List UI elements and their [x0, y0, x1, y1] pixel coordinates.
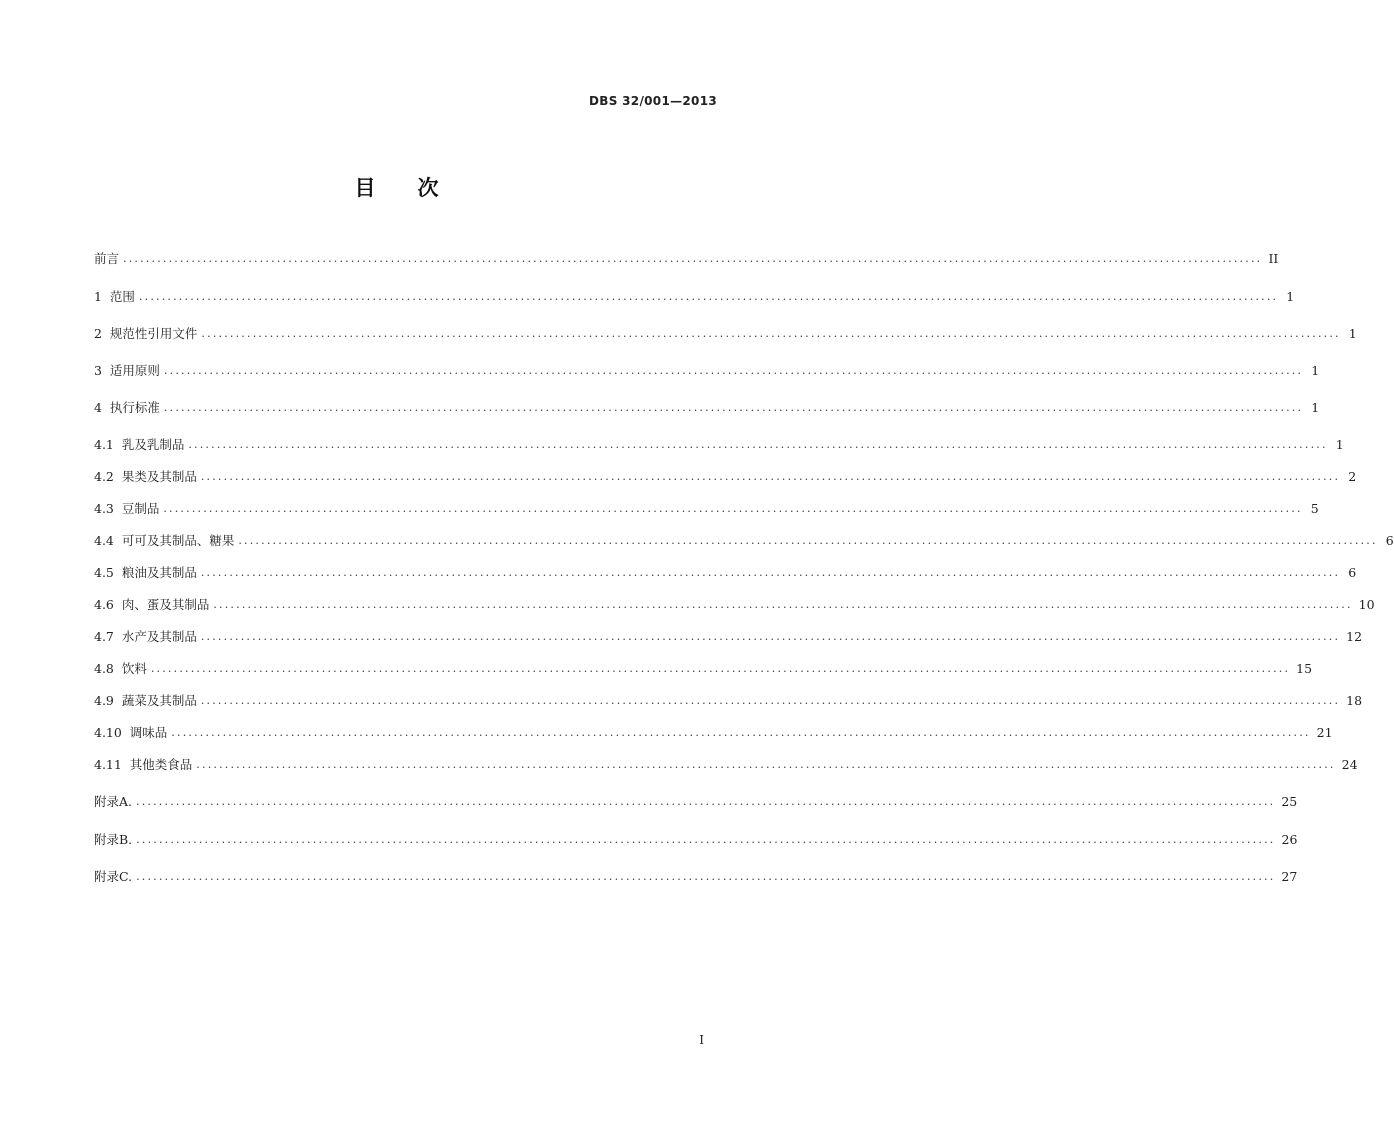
toc-entry-number: 4.7: [94, 629, 122, 644]
toc-entry-page: 21: [1316, 725, 1333, 740]
toc-entry-title: 附录C.: [94, 869, 133, 884]
toc-entry[interactable]: [94, 361, 1320, 381]
toc-entry-title: 乳及乳制品: [121, 437, 185, 452]
toc-entry-title: 水产及其制品: [121, 629, 197, 644]
toc-dot-leader: ........................................................................................................................................................................................................: [213, 598, 1353, 611]
toc-dot-leader: ........................................................................................................................................................................................................: [171, 726, 1311, 739]
toc-dot-leader: ........................................................................................................................................................................................................: [136, 833, 1276, 846]
toc-entry-page: 1: [1286, 289, 1295, 304]
toc-dot-leader: ........................................................................................................................................................................................................: [150, 662, 1291, 675]
toc-entry-title: 附录A.: [94, 794, 133, 809]
toc-entry-page: 12: [1346, 629, 1363, 644]
toc-entry-title: 其他类食品: [129, 757, 193, 772]
toc-entry-page: 15: [1296, 661, 1313, 676]
toc-entry[interactable]: [94, 324, 1357, 344]
toc-entry-page: 1: [1311, 400, 1320, 415]
toc-entry-page: 27: [1281, 869, 1298, 884]
toc-entry-number: 4.4: [94, 533, 122, 548]
toc-entry-number: 1: [94, 289, 110, 304]
toc-entry-page: 5: [1310, 501, 1319, 516]
toc-entry-page: 6: [1385, 533, 1394, 548]
toc-title: [0, 172, 793, 202]
toc-entry[interactable]: [94, 691, 1363, 711]
toc-entry[interactable]: [94, 755, 1358, 775]
toc-dot-leader: ........................................................................................................................................................................................................: [163, 364, 1304, 377]
toc-entry[interactable]: [94, 830, 1298, 850]
toc-entry-number: 3: [94, 363, 110, 378]
toc-entry-page: 18: [1346, 693, 1363, 708]
toc-entry[interactable]: [94, 531, 1394, 551]
toc-entry[interactable]: [94, 398, 1320, 418]
toc-entry-title: 果类及其制品: [121, 469, 197, 484]
toc-dot-leader: ........................................................................................................................................................................................................: [136, 795, 1276, 808]
toc-entry[interactable]: [94, 499, 1319, 519]
toc-entry-title: 可可及其制品、糖果: [121, 533, 235, 548]
standard-code: DBS 32/001—2013: [589, 94, 717, 108]
toc-entry-page: 1: [1311, 363, 1320, 378]
toc-dot-leader: ........................................................................................................................................................................................................: [200, 694, 1341, 707]
toc-dot-leader: ........................................................................................................................................................................................................: [188, 438, 1328, 451]
toc-dot-leader: ........................................................................................................................................................................................................: [238, 534, 1378, 547]
toc-entry-page: II: [1268, 251, 1279, 266]
toc-entry-number: 4.9: [94, 693, 122, 708]
toc-dot-leader: ........................................................................................................................................................................................................: [200, 470, 1341, 483]
toc-dot-leader: ........................................................................................................................................................................................................: [200, 566, 1341, 579]
toc-dot-leader: ........................................................................................................................................................................................................: [196, 758, 1336, 771]
toc-entry-title: 规范性引用文件: [109, 326, 198, 341]
toc-entry-page: 6: [1348, 565, 1357, 580]
toc-entry-page: 26: [1281, 832, 1298, 847]
toc-title-char-1: 目: [354, 176, 376, 200]
toc-entry-title: 粮油及其制品: [121, 565, 197, 580]
toc-entry-title: 附录B.: [94, 832, 133, 847]
toc-entry[interactable]: [94, 627, 1363, 647]
toc-entry-title: 豆制品: [121, 501, 160, 516]
toc-dot-leader: ........................................................................................................................................................................................................: [163, 401, 1304, 414]
toc-entry-page: 25: [1281, 794, 1298, 809]
toc-entry-page: 1: [1335, 437, 1344, 452]
toc-entry-title: 适用原则: [109, 363, 160, 378]
toc-dot-leader: ........................................................................................................................................................................................................: [138, 290, 1279, 303]
toc-entry-title: 前言: [94, 251, 120, 266]
toc-entry-title: 肉、蛋及其制品: [121, 597, 210, 612]
toc-entry[interactable]: [94, 792, 1298, 812]
toc-entry[interactable]: [94, 659, 1313, 679]
toc-dot-leader: ........................................................................................................................................................................................................: [123, 252, 1263, 265]
toc-entry-title: 调味品: [129, 725, 168, 740]
toc-entry[interactable]: [94, 595, 1375, 615]
toc-entry-title: 蔬菜及其制品: [121, 693, 197, 708]
toc-entry-number: 4.3: [94, 501, 122, 516]
toc-entry[interactable]: [94, 467, 1357, 487]
toc-entry-page: 2: [1348, 469, 1357, 484]
page-number: I: [699, 1033, 704, 1047]
toc-entry[interactable]: [94, 287, 1295, 307]
toc-entry-title: 执行标准: [109, 400, 160, 415]
toc-entry-number: 4.5: [94, 565, 122, 580]
toc-entry-page: 10: [1358, 597, 1375, 612]
toc-entry-title: 饮料: [121, 661, 147, 676]
toc-entry-title: 范围: [109, 289, 135, 304]
toc-entry[interactable]: [94, 867, 1298, 887]
toc-title-char-2: 次: [417, 176, 439, 200]
toc-entry-number: 4.1: [94, 437, 122, 452]
toc-dot-leader: ........................................................................................................................................................................................................: [163, 502, 1303, 515]
toc-entry[interactable]: [94, 249, 1279, 269]
toc-entry[interactable]: [94, 723, 1333, 743]
toc-entry[interactable]: [94, 563, 1357, 583]
toc-entry-number: 4.2: [94, 469, 122, 484]
toc-entry-page: 24: [1341, 757, 1358, 772]
toc-dot-leader: ........................................................................................................................................................................................................: [136, 870, 1276, 883]
toc-entry-number: 2: [94, 326, 110, 341]
toc-entry-number: 4.8: [94, 661, 122, 676]
toc-entry-number: 4.6: [94, 597, 122, 612]
toc-dot-leader: ........................................................................................................................................................................................................: [200, 630, 1341, 643]
toc-dot-leader: ........................................................................................................................................................................................................: [201, 327, 1341, 340]
toc-entry-page: 1: [1348, 326, 1357, 341]
toc-entry-number: 4: [94, 400, 110, 415]
toc-entry-number: 4.10: [94, 725, 130, 740]
toc-entry-number: 4.11: [94, 757, 130, 772]
toc-entry[interactable]: [94, 435, 1344, 455]
